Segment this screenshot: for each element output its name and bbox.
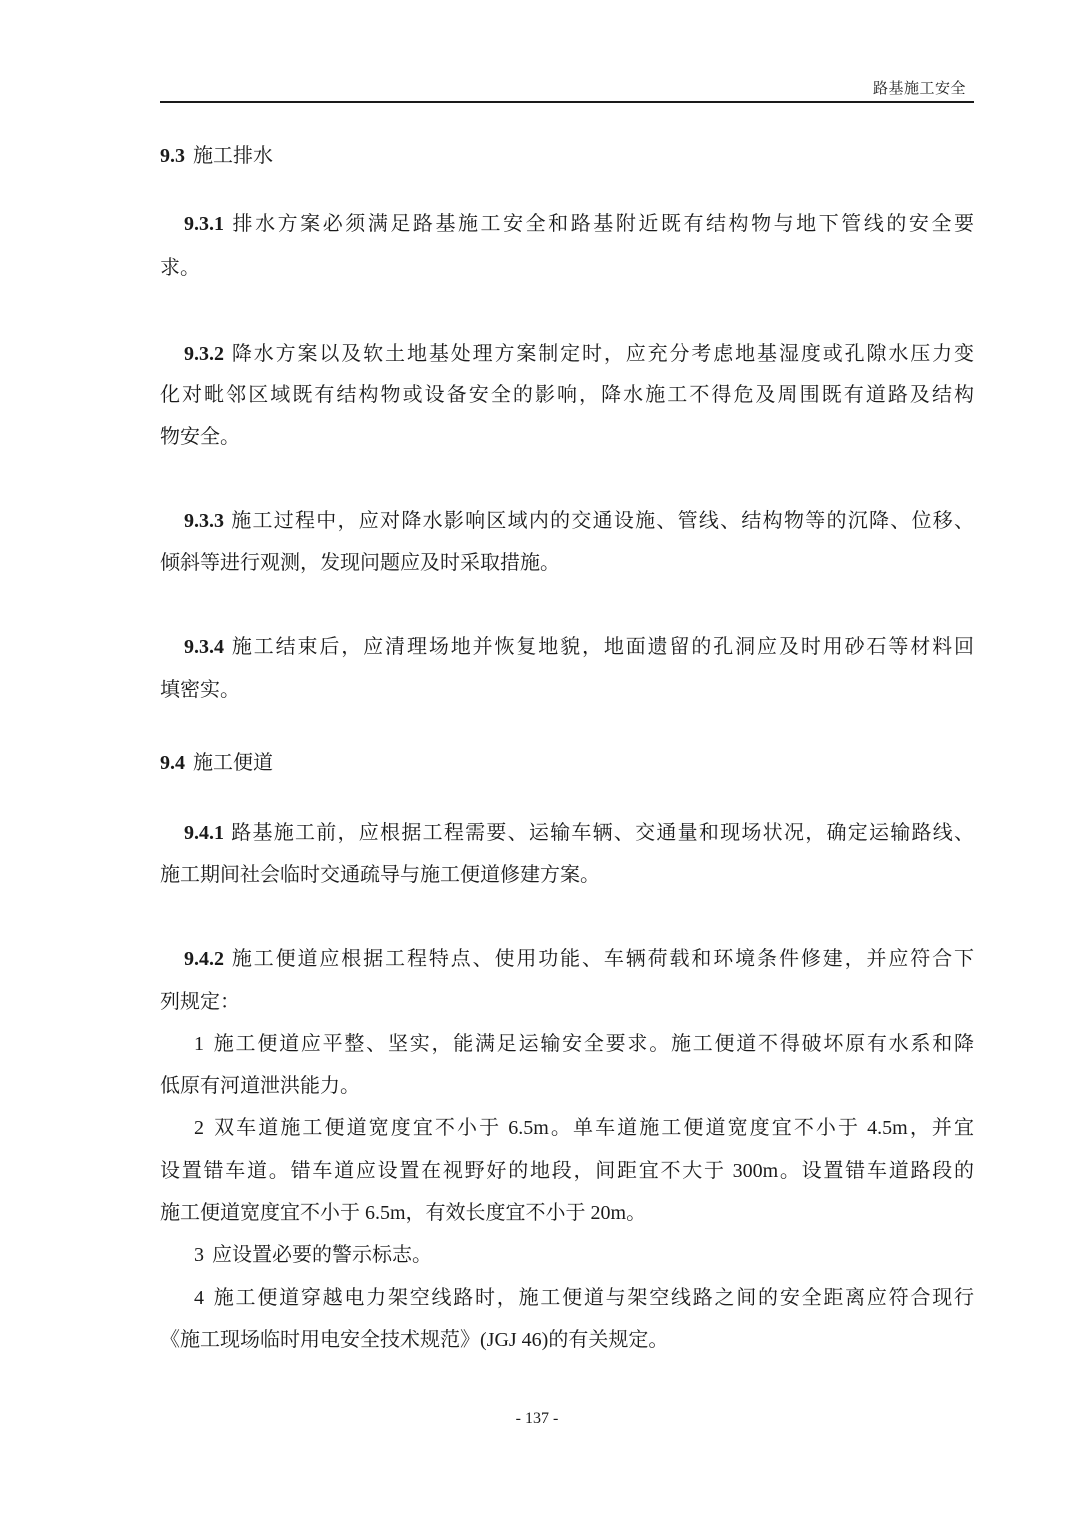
- clause-9-3-4-line-1: 9.3.4 施工结束后，应清理场地并恢复地貌，地面遗留的孔洞应及时用砂石等材料回: [184, 636, 974, 658]
- section-number: 9.3: [160, 145, 185, 167]
- list-item-1-line-2: 低原有河道泄洪能力。: [160, 1075, 360, 1097]
- clause-number: 9.3.4: [184, 636, 224, 658]
- clause-number: 9.3.1: [184, 213, 224, 235]
- running-header: [160, 77, 974, 103]
- list-item-number: 1: [194, 1033, 204, 1055]
- clause-9-4-1-line-1: 9.4.1 路基施工前，应根据工程需要、运输车辆、交通量和现场状况，确定运输路线、: [184, 822, 974, 844]
- list-item-number: 4: [194, 1287, 204, 1309]
- section-heading-9-3: [160, 144, 273, 168]
- clause-9-4-1-line-2: 施工期间社会临时交通疏导与施工便道修建方案。: [160, 864, 600, 886]
- clause-number: 9.3.3: [184, 510, 224, 532]
- list-item-4-line-2: 《施工现场临时用电安全技术规范》(JGJ 46)的有关规定。: [160, 1329, 669, 1351]
- clause-9-3-4-line-2: 填密实。: [160, 679, 240, 701]
- list-item-3-line-1: 3 应设置必要的警示标志。: [194, 1244, 432, 1266]
- section-title: 施工排水: [193, 145, 273, 167]
- list-item-number: 3: [194, 1244, 204, 1266]
- list-item-2-line-3: 施工便道宽度宜不小于 6.5m，有效长度宜不小于 20m。: [160, 1202, 647, 1224]
- list-item-number: 2: [194, 1117, 204, 1139]
- section-heading-9-4: [160, 751, 273, 775]
- running-header-title: 路基施工安全: [872, 79, 966, 97]
- clause-9-4-2-line-1: 9.4.2 施工便道应根据工程特点、使用功能、车辆荷载和环境条件修建，并应符合下: [184, 948, 974, 970]
- clause-9-4-2-line-2: 列规定：: [160, 991, 240, 1013]
- clause-9-3-3-line-2: 倾斜等进行观测，发现问题应及时采取措施。: [160, 552, 560, 574]
- clause-9-3-3-line-1: 9.3.3 施工过程中，应对降水影响区域内的交通设施、管线、结构物等的沉降、位移、: [184, 510, 974, 532]
- list-item-1-line-1: 1 施工便道应平整、坚实，能满足运输安全要求。施工便道不得破坏原有水系和降: [194, 1033, 974, 1055]
- clause-number: 9.4.2: [184, 948, 224, 970]
- section-title: 施工便道: [193, 752, 273, 774]
- list-item-2-line-2: 设置错车道。错车道应设置在视野好的地段，间距宜不大于 300m。设置错车道路段的: [160, 1160, 974, 1182]
- clause-9-3-2-line-1: 9.3.2 降水方案以及软土地基处理方案制定时，应充分考虑地基湿度或孔隙水压力变: [184, 343, 974, 365]
- section-number: 9.4: [160, 752, 185, 774]
- clause-9-3-1-line-2: 求。: [160, 257, 200, 279]
- clause-number: 9.3.2: [184, 343, 224, 365]
- page-number: - 137 -: [515, 1410, 559, 1427]
- list-item-2-line-1: 2 双车道施工便道宽度宜不小于 6.5m。单车道施工便道宽度宜不小于 4.5m，并宜: [194, 1117, 974, 1139]
- clause-9-3-2-line-2: 化对毗邻区域既有结构物或设备安全的影响，降水施工不得危及周围既有道路及结构: [160, 384, 974, 406]
- clause-number: 9.4.1: [184, 822, 224, 844]
- clause-9-3-2-line-3: 物安全。: [160, 426, 240, 448]
- list-item-4-line-1: 4 施工便道穿越电力架空线路时，施工便道与架空线路之间的安全距离应符合现行: [194, 1287, 974, 1309]
- clause-9-3-1-line-1: 9.3.1 排水方案必须满足路基施工安全和路基附近既有结构物与地下管线的安全要: [184, 213, 974, 235]
